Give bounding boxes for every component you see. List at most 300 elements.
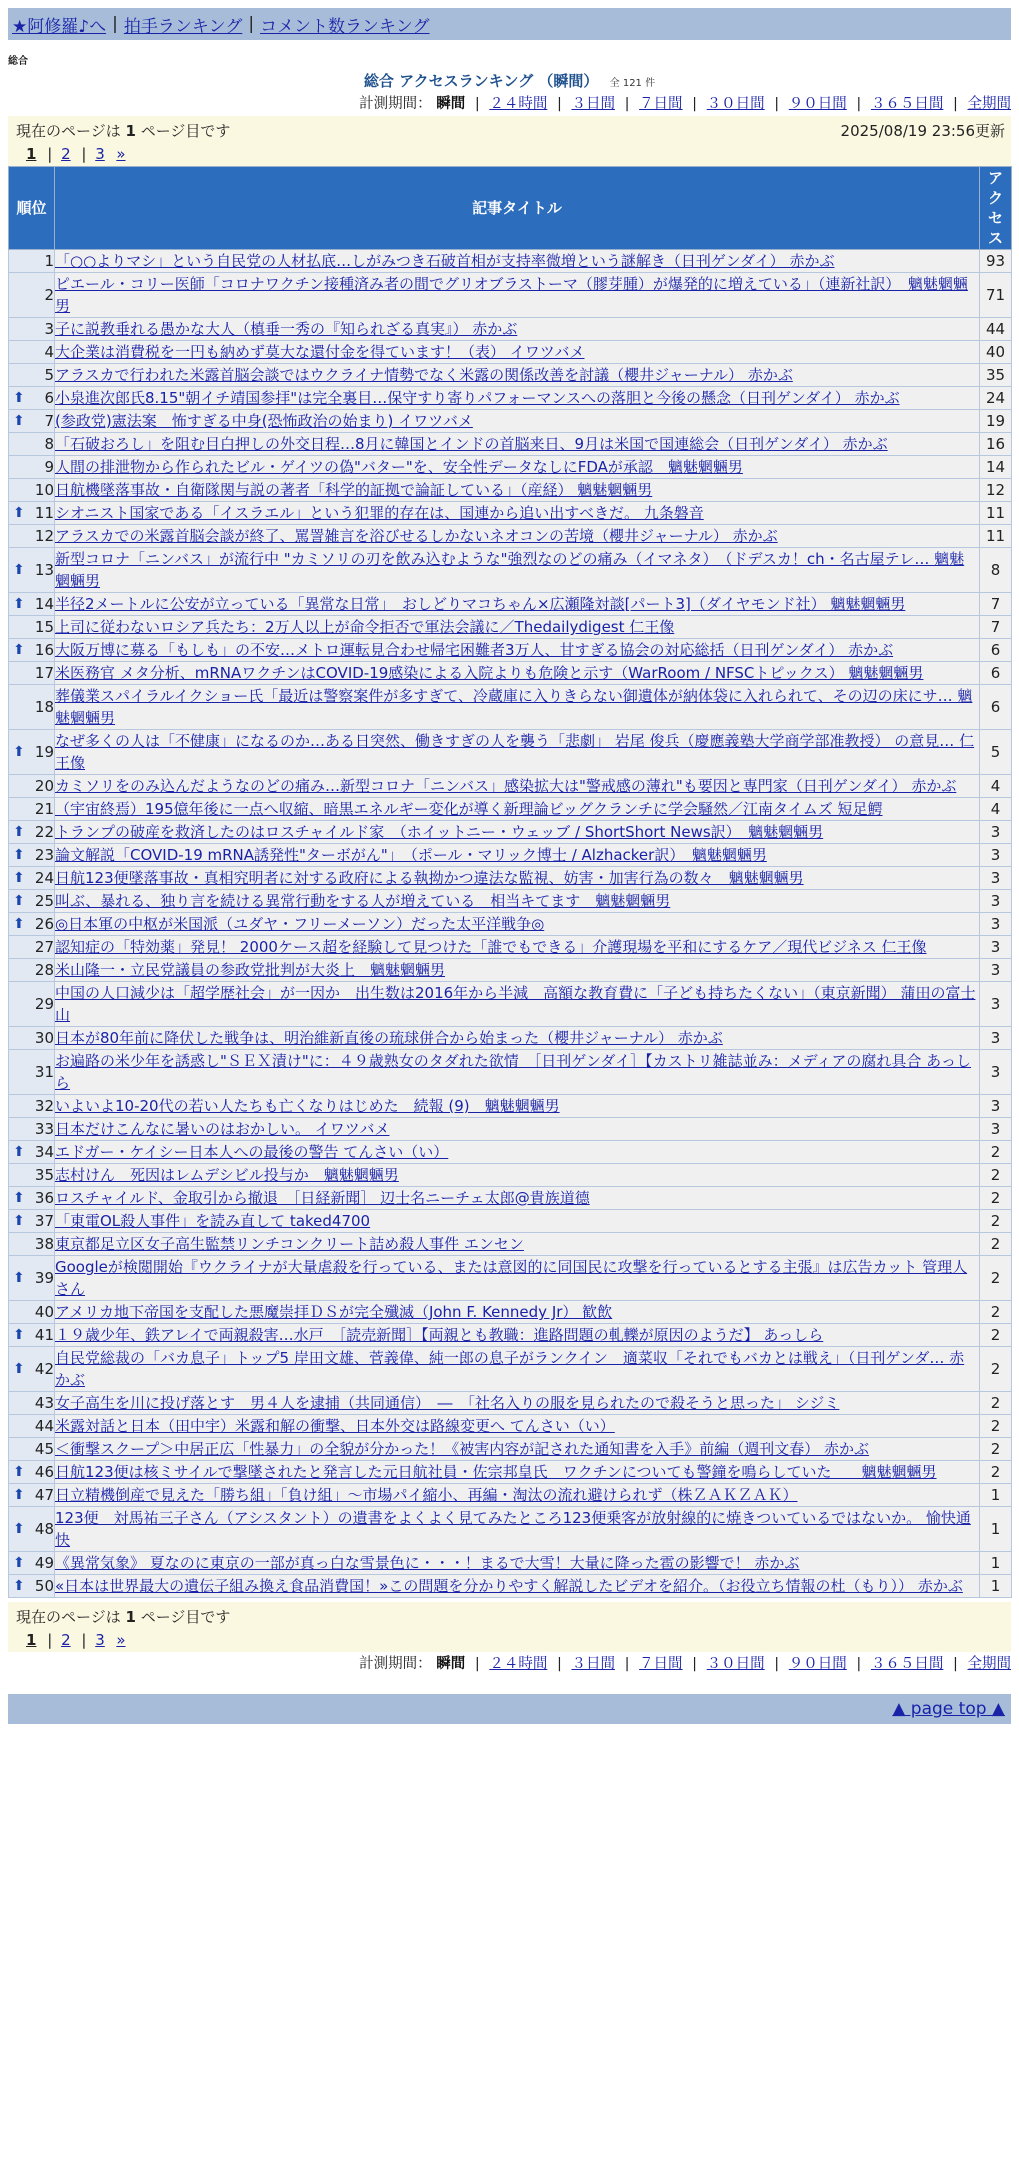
table-row	[9, 410, 1012, 433]
table-row	[9, 387, 1012, 410]
article-title-link[interactable]: トランプの破産を救済したのはロスチャイルド家 （ホイットニー・ウェッブ / ShortShort News訳） 魑魅魍魎男	[55, 823, 824, 841]
rank-number: 29	[34, 995, 54, 1013]
access-count: 4	[980, 775, 1012, 798]
table-row	[9, 685, 1012, 730]
article-title-link[interactable]: カミソリをのみ込んだようなのどの痛み…新型コロナ「ニンバス」感染拡大は"警戒感の薄れ"も要因と専門家（日刊ゲンダイ） 赤かぶ	[55, 777, 957, 795]
table-row	[9, 821, 1012, 844]
article-title-link[interactable]: ＜衝撃スクープ＞中居正広「性暴力」の全貌が分かった！《被害内容が記された通知書を入手》前編（週刊文春） 赤かぶ	[55, 1440, 870, 1458]
article-title-link[interactable]: 自民党総裁の「バカ息子」トップ5 岸田文雄、菅義偉、純一郎の息子がランクイン 適菜収「それでもバカとは戦え」（日刊ゲンダ… 赤かぶ	[55, 1349, 965, 1389]
article-title-link[interactable]: アメリカ地下帝国を支配した悪魔崇拝ＤＳが完全殲滅（John F. Kennedy Jr） 歓飲	[55, 1303, 613, 1321]
rank-up-arrow-icon: ⬆	[13, 1270, 25, 1286]
access-count: 8	[980, 548, 1012, 593]
access-count: 6	[980, 639, 1012, 662]
rank-up-arrow-icon: ⬆	[13, 1578, 25, 1594]
table-row	[9, 1415, 1012, 1438]
access-count: 12	[980, 479, 1012, 502]
title-cell	[55, 433, 980, 456]
period-separator: |	[692, 96, 698, 112]
access-count: 3	[980, 890, 1012, 913]
access-count: 6	[980, 662, 1012, 685]
title-cell	[55, 548, 980, 593]
period-option-7d[interactable]: ７日間	[639, 1656, 683, 1672]
rank-cell	[9, 1415, 55, 1438]
title-cell	[55, 364, 980, 387]
rank-number: 40	[34, 1303, 54, 1321]
rank-number: 5	[44, 366, 54, 384]
rank-up-arrow-icon: ⬆	[13, 596, 25, 612]
title-cell	[55, 1575, 980, 1598]
article-title-link[interactable]: アラスカで行われた米露首脳会談ではウクライナ情勢でなく米露の関係改善を討議（櫻井ジャーナル） 赤かぶ	[55, 366, 793, 384]
title-cell	[55, 250, 980, 273]
period-option-30d[interactable]: ３０日間	[706, 1656, 765, 1672]
period-separator: |	[624, 1656, 630, 1672]
rank-cell	[9, 341, 55, 364]
pager-page-2[interactable]: 2	[61, 145, 71, 163]
access-count: 14	[980, 456, 1012, 479]
period-selector-top	[8, 92, 1011, 116]
rank-number: 3	[44, 320, 54, 338]
period-separator: |	[474, 1656, 480, 1672]
access-count: 93	[980, 250, 1012, 273]
rank-number: 16	[34, 641, 54, 659]
article-title-link[interactable]: 日本が80年前に降伏した戦争は、明治維新直後の琉球併合から始まった（櫻井ジャーナル） 赤かぶ	[55, 1029, 723, 1047]
article-title-link[interactable]: 米医務官 メタ分析、mRNAワクチンはCOVID-19感染による入院よりも危険と示す（WarRoom / NFSCトピックス） 魑魅魍魎男	[55, 664, 924, 682]
rank-up-arrow-icon: ⬆	[13, 505, 25, 521]
period-option-7d[interactable]: ７日間	[639, 96, 683, 112]
rank-number: 32	[34, 1097, 54, 1115]
article-title-link[interactable]: 半径2メートルに公安が立っている「異常な日常」 おしどりマコちゃん×広瀬隆対談[パート3]（ダイヤモンド社） 魑魅魍魎男	[55, 595, 906, 613]
article-title-link[interactable]: 叫ぶ、暴れる、独り言を続ける異常行動をする人が増えている 相当キてます 魑魅魍魎男	[55, 892, 671, 910]
period-option-all[interactable]: 全期間	[967, 1656, 1011, 1672]
rank-cell	[9, 821, 55, 844]
title-cell	[55, 273, 980, 318]
rank-up-arrow-icon: ⬆	[13, 916, 25, 932]
access-count: 3	[980, 982, 1012, 1027]
table-header-row	[9, 167, 1012, 250]
period-separator: |	[556, 96, 562, 112]
table-row	[9, 250, 1012, 273]
access-count: 2	[980, 1210, 1012, 1233]
rank-number: 13	[34, 561, 54, 579]
access-count: 11	[980, 525, 1012, 548]
access-count: 19	[980, 410, 1012, 433]
period-separator: |	[774, 1656, 780, 1672]
period-separator: |	[556, 1656, 562, 1672]
rank-cell	[9, 1507, 55, 1552]
access-count: 35	[980, 364, 1012, 387]
current-page-text	[16, 1606, 1011, 1627]
rank-cell	[9, 318, 55, 341]
table-row	[9, 1552, 1012, 1575]
table-row	[9, 959, 1012, 982]
rank-cell	[9, 479, 55, 502]
period-option-all[interactable]: 全期間	[967, 96, 1011, 112]
title-cell	[55, 1027, 980, 1050]
access-count: 3	[980, 1095, 1012, 1118]
table-row	[9, 341, 1012, 364]
period-label: 計測期間：	[359, 96, 432, 112]
table-row	[9, 1461, 1012, 1484]
period-option-3d[interactable]: ３日間	[571, 96, 615, 112]
title-cell	[55, 1118, 980, 1141]
table-row	[9, 479, 1012, 502]
article-title-link[interactable]: 子に説教垂れる愚かな大人（槙垂一秀の『知られざる真実』） 赤かぶ	[55, 320, 518, 338]
rank-cell	[9, 1210, 55, 1233]
title-cell	[55, 867, 980, 890]
pager-next[interactable]: »	[116, 1631, 126, 1649]
page-text-before: 現在のページは	[16, 1608, 126, 1626]
rank-cell	[9, 798, 55, 821]
article-title-link[interactable]: (参政党)憲法案 怖すぎる中身(恐怖政治の始まり) イワツバメ	[55, 412, 473, 430]
access-count: 2	[980, 1461, 1012, 1484]
rank-cell	[9, 616, 55, 639]
rank-cell	[9, 913, 55, 936]
rank-number: 45	[34, 1440, 54, 1458]
rank-up-arrow-icon: ⬆	[13, 824, 25, 840]
rank-number: 47	[34, 1486, 54, 1504]
access-count: 7	[980, 593, 1012, 616]
updated-timestamp: 2025/08/19 23:56更新	[840, 122, 1005, 140]
article-title-link[interactable]: 新型コロナ「ニンバス」が流行中 "カミソリの刃を飲み込むような"強烈なのどの痛み（イマネタ） （ドデスカ！ch・名古屋テレ… 魑魅魍魎男	[55, 550, 965, 590]
article-title-link[interactable]: 女子高生を川に投げ落とす 男４人を逮捕（共同通信） ― 「社名入りの服を見られたので殺そうと思った」 シジミ	[55, 1394, 840, 1412]
pager-current: 1	[26, 145, 37, 163]
access-count: 3	[980, 913, 1012, 936]
rank-cell	[9, 1324, 55, 1347]
title-cell	[55, 959, 980, 982]
access-count: 3	[980, 867, 1012, 890]
title-cell	[55, 798, 980, 821]
article-title-link[interactable]: １９歳少年、鉄アレイで両親殺害…水戸 ［読売新聞］【両親とも教職：進路問題の軋轢が原因のようだ】 あっしら	[55, 1326, 824, 1344]
rank-cell	[9, 775, 55, 798]
table-row	[9, 775, 1012, 798]
rank-number: 22	[34, 823, 54, 841]
rank-number: 39	[34, 1269, 54, 1287]
article-title-link[interactable]: なぜ多くの人は「不健康」になるのか…ある日突然、働きすぎの人を襲う「悲劇」 岩尾 俊兵（慶應義塾大学商学部准教授） の意見… 仁王像	[55, 732, 975, 772]
header-access: アクセス	[980, 167, 1012, 250]
access-count: 2	[980, 1324, 1012, 1347]
period-option-30d[interactable]: ３０日間	[706, 96, 765, 112]
rank-up-arrow-icon: ⬆	[13, 413, 25, 429]
access-count: 4	[980, 798, 1012, 821]
period-current: 瞬間	[436, 1656, 466, 1672]
title-cell	[55, 821, 980, 844]
access-count: 2	[980, 1164, 1012, 1187]
article-title-link[interactable]: 上司に従わないロシア兵たち：2万人以上が命令拒否で軍法会議に／Thedailydigest 仁王像	[55, 618, 675, 636]
title-cell	[55, 525, 980, 548]
article-title-link[interactable]: 大阪万博に募る「もしも」の不安…メトロ運転見合わせ帰宅困難者3万人、甘すぎる協会の対応総括（日刊ゲンダイ） 赤かぶ	[55, 641, 894, 659]
article-title-link[interactable]: エドガー・ケイシー日本人への最後の警告 てんさい（い）	[55, 1143, 449, 1161]
title-cell	[55, 479, 980, 502]
rank-up-arrow-icon: ⬆	[13, 893, 25, 909]
article-title-link[interactable]: 日航123便は核ミサイルで撃墜されたと発言した元日航社員・佐宗邦皇氏 ワクチンについても警鐘を鳴らしていた 魑魅魍魎男	[55, 1463, 937, 1481]
article-title-link[interactable]: 認知症の「特効薬」発見！ 2000ケース超を経験して見つけた「誰でもできる」介護現場を平和にするケア／現代ビジネス 仁王像	[55, 938, 927, 956]
pager-page-3[interactable]: 3	[95, 1631, 105, 1649]
rank-cell	[9, 1484, 55, 1507]
title-cell	[55, 593, 980, 616]
article-title-link[interactable]: 123便 対馬祐三子さん（アシスタント）の遺書をよくよく見てみたところ123便乗客が放射線的に焼きついているではないか。 愉快通快	[55, 1509, 971, 1549]
pager-page-3[interactable]: 3	[95, 145, 105, 163]
header-title: 記事タイトル	[55, 167, 980, 250]
table-row	[9, 593, 1012, 616]
title-cell	[55, 1210, 980, 1233]
article-title-link[interactable]: シオニスト国家である「イスラエル」という犯罪的存在は、国連から追い出すべきだ。 九条磐音	[55, 504, 704, 522]
title-cell	[55, 318, 980, 341]
rank-cell	[9, 410, 55, 433]
rank-number: 25	[34, 892, 54, 910]
period-separator: |	[624, 96, 630, 112]
article-title-link[interactable]: 東京都足立区女子高生監禁リンチコンクリート詰め殺人事件 エンセン	[55, 1235, 524, 1253]
nav-separator: |	[248, 14, 255, 34]
rank-number: 21	[34, 800, 54, 818]
rank-cell	[9, 959, 55, 982]
title-cell	[55, 1164, 980, 1187]
rank-up-arrow-icon: ⬆	[13, 847, 25, 863]
article-title-link[interactable]: «日本は世界最大の遺伝子組み換え食品消費国！»この問題を分かりやすく解説したビデオを紹介。（お役立ち情報の杜（もり）） 赤かぶ	[55, 1577, 963, 1595]
rank-cell	[9, 1164, 55, 1187]
rank-up-arrow-icon: ⬆	[13, 562, 25, 578]
rank-number: 10	[34, 481, 54, 499]
article-title-link[interactable]: ロスチャイルド、金取引から撤退 ［日経新聞］ 辺士名ニーチェ太郎@貴族道德	[55, 1189, 590, 1207]
title-cell	[55, 982, 980, 1027]
pager-page-2[interactable]: 2	[61, 1631, 71, 1649]
period-option-24h[interactable]: ２４時間	[489, 1656, 548, 1672]
header-rank: 順位	[9, 167, 55, 250]
article-title-link[interactable]: 大企業は消費税を一円も納めず莫大な還付金を得ています！（表） イワツバメ	[55, 343, 585, 361]
article-title-link[interactable]: いよいよ10-20代の若い人たちも亡くなりはじめた 続報 (9) 魑魅魍魎男	[55, 1097, 560, 1115]
rank-number: 49	[34, 1554, 54, 1572]
rank-number: 9	[44, 458, 54, 476]
title-cell	[55, 685, 980, 730]
ranking-table-body	[9, 250, 1012, 1598]
table-row	[9, 616, 1012, 639]
rank-number: 36	[34, 1189, 54, 1207]
access-count: 2	[980, 1141, 1012, 1164]
article-title-link[interactable]: 志村けん 死因はレムデシビル投与か 魑魅魍魎男	[55, 1166, 399, 1184]
title-cell	[55, 844, 980, 867]
rank-number: 35	[34, 1166, 54, 1184]
article-title-link[interactable]: 米露対話と日本（田中宇）米露和解の衝撃、日本外交は路線変更へ てんさい（い）	[55, 1417, 615, 1435]
rank-cell	[9, 1233, 55, 1256]
page-text-after: ページ目です	[135, 122, 231, 140]
period-separator: |	[953, 96, 958, 112]
period-option-3d[interactable]: ３日間	[571, 1656, 615, 1672]
table-row	[9, 1324, 1012, 1347]
rank-cell	[9, 1552, 55, 1575]
rank-number: 26	[34, 915, 54, 933]
table-row	[9, 1575, 1012, 1598]
access-count: 2	[980, 1347, 1012, 1392]
rank-number: 43	[34, 1394, 54, 1412]
rank-number: 41	[34, 1326, 54, 1344]
table-row	[9, 548, 1012, 593]
table-row	[9, 890, 1012, 913]
article-title-link[interactable]: 《異常気象》 夏なのに東京の一部が真っ白な雪景色に・・・！まるで大雪！大量に降った雹の影響で！ 赤かぶ	[55, 1554, 800, 1572]
article-title-link[interactable]: 人間の排泄物から作られたビル・ゲイツの偽"バター"を、安全性データなしにFDAが承認 魑魅魍魎男	[55, 458, 743, 476]
table-row	[9, 1438, 1012, 1461]
table-row	[9, 1118, 1012, 1141]
title-cell	[55, 1507, 980, 1552]
rank-number: 50	[34, 1577, 54, 1595]
home-link[interactable]: ★阿修羅♪へ	[12, 16, 107, 37]
title-cell	[55, 775, 980, 798]
rank-cell	[9, 433, 55, 456]
rank-cell	[9, 844, 55, 867]
article-title-link[interactable]: 日本だけこんなに暑いのはおかしい。 イワツバメ	[55, 1120, 390, 1138]
period-option-365d[interactable]: ３６５日間	[870, 1656, 944, 1672]
article-title-link[interactable]: ◎日本軍の中枢が米国派（ユダヤ・フリーメーソン）だった太平洋戦争◎	[55, 915, 545, 933]
access-count: 24	[980, 387, 1012, 410]
ranking-count: 全 121 件	[609, 78, 656, 89]
title-cell	[55, 662, 980, 685]
rank-number: 17	[34, 664, 54, 682]
title-cell	[55, 1050, 980, 1095]
rank-number: 46	[34, 1463, 54, 1481]
table-row	[9, 502, 1012, 525]
article-title-link[interactable]: 論文解説「COVID-19 mRNA誘発性"ターボがん"」 （ポール・マリック博士 / Alzhacker訳） 魑魅魍魎男	[55, 846, 767, 864]
access-count: 71	[980, 273, 1012, 318]
rank-cell	[9, 639, 55, 662]
table-row	[9, 1210, 1012, 1233]
rank-up-arrow-icon: ⬆	[13, 1361, 25, 1377]
ranking-heading	[0, 70, 1019, 92]
table-row	[9, 1164, 1012, 1187]
category-label: 総合	[8, 56, 28, 67]
article-title-link[interactable]: 中国の人口減少は「超学歴社会」が一因か 出生数は2016年から半減 高額な教育費に「子ども持ちたくない」（東京新聞） 蒲田の富士山	[55, 984, 976, 1024]
period-separator: |	[774, 96, 780, 112]
title-cell	[55, 1141, 980, 1164]
table-row	[9, 1187, 1012, 1210]
rank-cell	[9, 1461, 55, 1484]
article-title-link[interactable]: 日航機墜落事故・自衛隊関与説の著者「科学的証拠で論証している」（産経） 魑魅魍魎男	[55, 481, 653, 499]
article-title-link[interactable]: 「東電OL殺人事件」を読み直して taked4700	[55, 1212, 371, 1230]
access-count: 3	[980, 1027, 1012, 1050]
pager-next[interactable]: »	[116, 145, 126, 163]
nav-separator: |	[112, 14, 118, 34]
table-row	[9, 867, 1012, 890]
table-row	[9, 730, 1012, 775]
title-cell	[55, 1484, 980, 1507]
rank-number: 14	[34, 595, 54, 613]
title-cell	[55, 730, 980, 775]
rank-number: 44	[34, 1417, 54, 1435]
rank-cell	[9, 502, 55, 525]
article-title-link[interactable]: 葬儀業スパイラルイクショー氏「最近は警察案件が多すぎて、冷蔵庫に入りきらない御遺体が納体袋に入れられて、その辺の床にサ… 魑魅魍魎男	[55, 687, 973, 727]
article-title-link[interactable]: 日立精機倒産で見えた「勝ち組」「負け組」～市場パイ縮小、再編・淘汰の流れ避けられず（株ＺＡＫＺＡＫ）	[55, 1486, 798, 1504]
period-separator: |	[856, 1656, 862, 1672]
table-row	[9, 1484, 1012, 1507]
rank-number: 30	[34, 1029, 54, 1047]
page-text-after: ページ目です	[135, 1608, 231, 1626]
article-title-link[interactable]: （宇宙終焉）195億年後に一点へ収縮、暗黒エネルギー変化が導く新理論ビッグクランチに学会騒然／江南タイムズ 短足鰐	[55, 800, 883, 818]
article-title-link[interactable]: ピエール・コリー医師「コロナワクチン接種済み者の間でグリオブラストーマ（膠芽腫）が爆発的に増えている」（連新社訳） 魑魅魍魎男	[55, 275, 968, 315]
table-row	[9, 844, 1012, 867]
rank-cell	[9, 273, 55, 318]
pager-separator: |	[47, 145, 53, 163]
period-option-90d[interactable]: ９０日間	[788, 96, 847, 112]
rank-number: 4	[44, 343, 54, 361]
rank-cell	[9, 1050, 55, 1095]
title-cell	[55, 1095, 980, 1118]
access-count: 44	[980, 318, 1012, 341]
access-count: 2	[980, 1301, 1012, 1324]
period-option-90d[interactable]: ９０日間	[788, 1656, 847, 1672]
article-title-link[interactable]: アラスカでの米露首脳会談が終了、罵詈雑言を浴びせるしかないネオコンの苦境（櫻井ジャーナル） 赤かぶ	[55, 527, 778, 545]
period-option-365d[interactable]: ３６５日間	[870, 96, 944, 112]
article-title-link[interactable]: Googleが検閲開始『ウクライナが大量虐殺を行っている、または意図的に同国民に攻撃を行っているとする主張』は広告カット 管理人さん	[55, 1258, 968, 1298]
article-title-link[interactable]: 小泉進次郎氏8.15"朝イチ靖国参拝"は完全裏目…保守すり寄りパフォーマンスへの落胆と今後の懸念（日刊ゲンダイ） 赤かぶ	[55, 389, 900, 407]
access-count: 3	[980, 821, 1012, 844]
pager-bottom	[26, 1631, 1011, 1649]
table-row	[9, 1095, 1012, 1118]
article-title-link[interactable]: 日航123便墜落事故・真相究明者に対する政府による執拗かつ違法な監視、妨害・加害行為の数々 魑魅魍魎男	[55, 869, 804, 887]
rank-number: 18	[34, 698, 54, 716]
table-row	[9, 1301, 1012, 1324]
rank-number: 42	[34, 1360, 54, 1378]
rank-cell	[9, 456, 55, 479]
page-info-top	[8, 116, 1011, 166]
access-count: 3	[980, 1050, 1012, 1095]
ranking-title: 総合 アクセスランキング （瞬間）	[363, 72, 599, 90]
access-count: 3	[980, 936, 1012, 959]
comment-ranking-link[interactable]: コメント数ランキング	[260, 16, 430, 37]
rank-cell	[9, 730, 55, 775]
pager-separator: |	[81, 145, 87, 163]
title-cell	[55, 456, 980, 479]
table-row	[9, 662, 1012, 685]
rank-cell	[9, 1438, 55, 1461]
page-top-link[interactable]: ▲ page top ▲	[892, 1699, 1005, 1719]
table-row	[9, 913, 1012, 936]
rank-cell	[9, 525, 55, 548]
table-row	[9, 798, 1012, 821]
table-row	[9, 936, 1012, 959]
table-row	[9, 1233, 1012, 1256]
title-cell	[55, 1233, 980, 1256]
period-current: 瞬間	[436, 96, 466, 112]
table-row	[9, 1027, 1012, 1050]
period-separator: |	[953, 1656, 958, 1672]
table-row	[9, 273, 1012, 318]
title-cell	[55, 1187, 980, 1210]
rank-cell	[9, 685, 55, 730]
rank-cell	[9, 1575, 55, 1598]
title-cell	[55, 890, 980, 913]
article-title-link[interactable]: 「石破おろし」を阻む目白押しの外交日程…8月に韓国とインドの首脳来日、9月は米国で国連総会（日刊ゲンダイ） 赤かぶ	[55, 435, 888, 453]
rank-cell	[9, 250, 55, 273]
rank-up-arrow-icon: ⬆	[13, 870, 25, 886]
rank-up-arrow-icon: ⬆	[13, 1190, 25, 1206]
period-option-24h[interactable]: ２４時間	[489, 96, 548, 112]
rank-cell	[9, 387, 55, 410]
rank-cell	[9, 364, 55, 387]
table-row	[9, 1392, 1012, 1415]
rank-cell	[9, 936, 55, 959]
access-count: 1	[980, 1575, 1012, 1598]
rank-number: 31	[34, 1063, 54, 1081]
table-row	[9, 1050, 1012, 1095]
top-nav-bar	[8, 8, 1011, 40]
table-row	[9, 982, 1012, 1027]
article-title-link[interactable]: 「○○よりマシ」という自民党の人材払底…しがみつき石破首相が支持率微増という謎解き（日刊ゲンダイ） 赤かぶ	[55, 252, 835, 270]
article-title-link[interactable]: お遍路の米少年を誘惑し"ＳＥＸ漬け"に：４９歳熟女のタダれた欲情 ［日刊ゲンダイ］【カストリ雑誌並み：メディアの腐れ具合 あっしら	[55, 1052, 972, 1092]
rank-cell	[9, 1301, 55, 1324]
applause-ranking-link[interactable]: 拍手ランキング	[123, 16, 243, 37]
title-cell	[55, 1552, 980, 1575]
article-title-link[interactable]: 米山隆一・立民党議員の参政党批判が大炎上 魑魅魍魎男	[55, 961, 446, 979]
period-separator: |	[474, 96, 480, 112]
title-cell	[55, 639, 980, 662]
rank-cell	[9, 1027, 55, 1050]
